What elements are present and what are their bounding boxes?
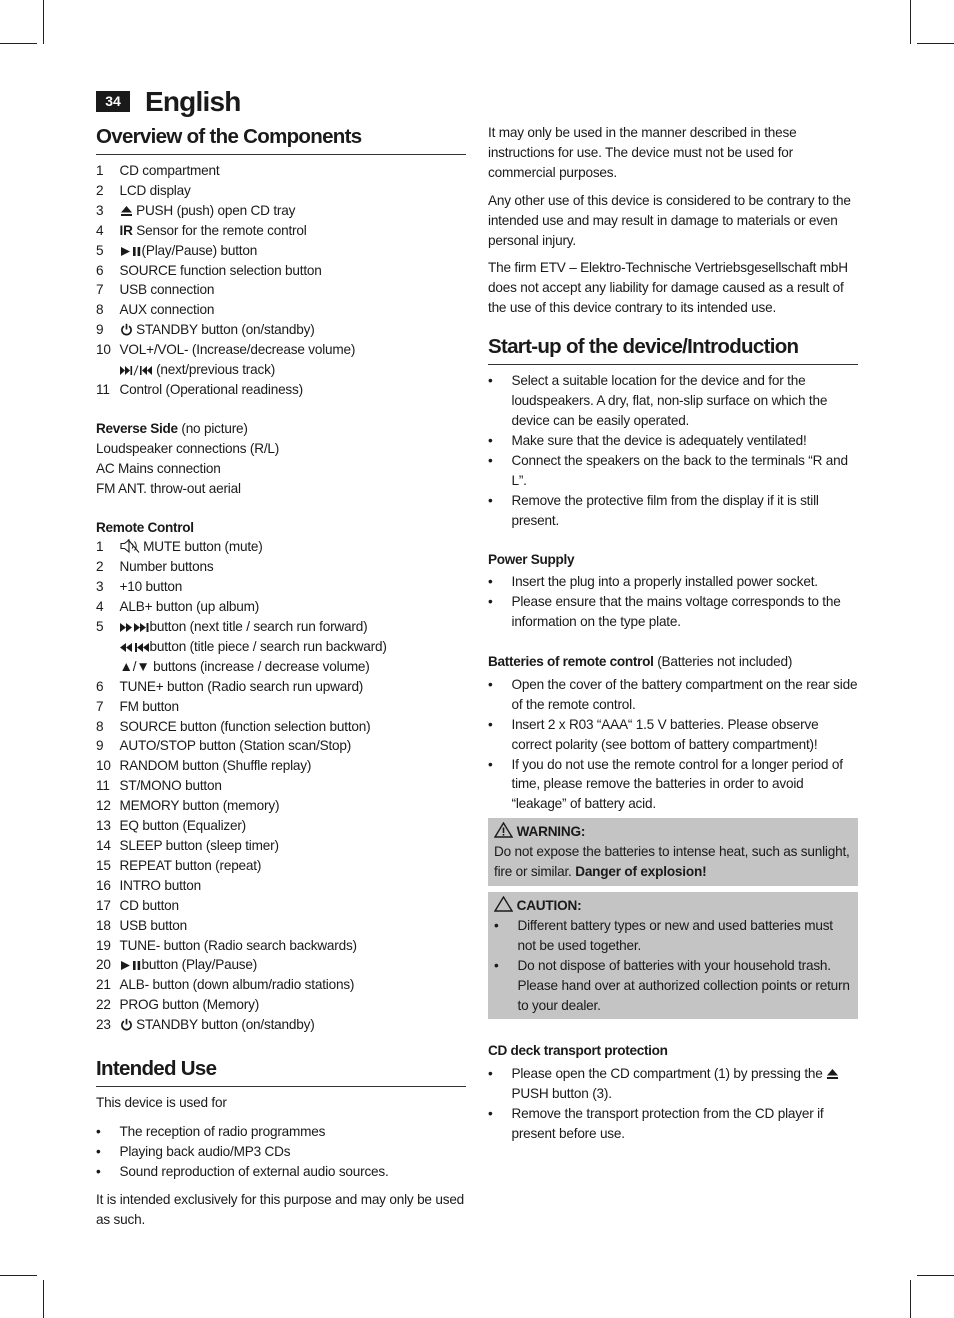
list-item: 2 Number buttons xyxy=(96,559,214,575)
list-item: 12 MEMORY button (memory) xyxy=(96,798,280,814)
list-item: 2 LCD display xyxy=(96,182,191,198)
mute-icon xyxy=(120,539,140,553)
caution-title: CAUTION: xyxy=(494,896,852,916)
volume-up-down-icon: ▲/▼ xyxy=(119,658,150,674)
list-item: • Sound reproduction of external audio sources. xyxy=(96,1163,389,1179)
list-item: • Make sure that the device is adequately ventilated! xyxy=(488,432,807,448)
list-item: 13 EQ button (Equalizer) xyxy=(96,818,247,834)
power-supply-heading: Power Supply xyxy=(488,552,575,568)
list-item: 7 USB connection xyxy=(96,282,215,298)
list-item: 3 PUSH (push) open CD tray xyxy=(96,202,296,218)
crop-mark xyxy=(0,1275,37,1276)
list-item: 23 STANDBY button (on/standby) xyxy=(96,1017,315,1033)
list-item: 6 SOURCE function selection button xyxy=(96,262,322,278)
list-item: 9 AUTO/STOP button (Station scan/Stop) xyxy=(96,738,352,754)
list-item: 5 (Play/Pause) button xyxy=(96,242,258,258)
cd-transport-heading: CD deck transport protection xyxy=(488,1043,668,1059)
list-item: • Different battery types or new and used batteries must not be used together. xyxy=(494,917,833,953)
eject-icon xyxy=(826,1068,839,1080)
next-previous-icon xyxy=(120,365,153,376)
list-item: 1 MUTE button (mute) xyxy=(96,539,263,555)
list-item: • The reception of radio programmes xyxy=(96,1123,326,1139)
list-item: 6 TUNE+ button (Radio search run upward) xyxy=(96,678,364,694)
list-item: • Insert 2 x R03 “AAA“ 1.5 V batteries. Please observe correct polarity (see bottom of battery compartment)! xyxy=(488,716,819,752)
list-item: 10 VOL+/VOL- (Increase/decrease volume) xyxy=(96,342,356,358)
list-item: 8 AUX connection xyxy=(96,302,215,318)
crop-mark xyxy=(910,0,911,44)
caution-box xyxy=(488,892,858,1019)
list-item: • Remove the transport protection from the CD player if present before use. xyxy=(488,1106,824,1142)
play-pause-icon xyxy=(120,960,142,971)
list-item: 4 ALB+ button (up album) xyxy=(96,599,260,615)
list-item: 20 button (Play/Pause) xyxy=(96,957,258,973)
warning-icon xyxy=(494,822,513,838)
list-item: 10 RANDOM button (Shuffle replay) xyxy=(96,758,312,774)
list-item: • If you do not use the remote control for a longer period of time, please remove the batteries in order to avoid “leakage” of battery acid. xyxy=(488,756,843,812)
reverse-item: Loudspeaker connections (R/L) xyxy=(96,440,280,456)
eject-icon xyxy=(120,205,133,217)
caution-icon xyxy=(494,896,513,912)
list-item: • Do not dispose of batteries with your household trash. Please hand over at authorized collection points or return to your dealer. xyxy=(494,957,850,1013)
list-item: 3 +10 button xyxy=(96,579,183,595)
batteries-heading: Batteries of remote control (Batteries not included) xyxy=(488,654,793,670)
right-column xyxy=(488,123,858,1144)
language-heading: English xyxy=(145,86,241,117)
intended-use-heading: Intended Use xyxy=(96,1054,466,1087)
list-item: • Please ensure that the mains voltage corresponds to the information on the type plate. xyxy=(488,594,841,630)
crop-mark xyxy=(43,0,44,44)
paragraph: The firm ETV – Elektro-Technische Vertriebsgesellschaft mbH does not accept any liability for damage caused as a result of the use of this device contrary to its intended use. xyxy=(488,260,848,316)
list-item: • Insert the plug into a properly installed power socket. xyxy=(488,574,818,590)
list-item: • Connect the speakers on the back to the terminals “R and L”. xyxy=(488,452,848,488)
list-item: 16 INTRO button xyxy=(96,877,201,893)
left-column xyxy=(96,122,466,1230)
list-item: 22 PROG button (Memory) xyxy=(96,997,260,1013)
list-item: 17 CD button xyxy=(96,897,179,913)
intended-use-intro: This device is used for xyxy=(96,1095,227,1111)
crop-mark xyxy=(43,1280,44,1318)
intended-use-outro: It is intended exclusively for this purpose and may only be used as such. xyxy=(96,1191,465,1227)
crop-mark xyxy=(917,43,954,44)
crop-mark xyxy=(910,1280,911,1318)
overview-heading: Overview of the Components xyxy=(96,122,466,155)
list-item: ▲/▼ buttons (increase / decrease volume) xyxy=(119,658,370,674)
list-item: 5 button (next title / search run forward) xyxy=(96,619,368,635)
list-item: • Playing back audio/MP3 CDs xyxy=(96,1143,291,1159)
list-item: 19 TUNE- button (Radio search backwards) xyxy=(96,937,357,953)
rewind-previous-icon xyxy=(120,642,150,653)
list-item: 7 FM button xyxy=(96,698,179,714)
list-item: 18 USB button xyxy=(96,917,188,933)
warning-box xyxy=(488,818,858,886)
list-item: 11 ST/MONO button xyxy=(96,778,222,794)
list-item: 8 SOURCE button (function selection button) xyxy=(96,718,371,734)
list-item: button (title piece / search run backward) xyxy=(96,637,466,657)
remote-control-heading: Remote Control xyxy=(96,519,194,535)
paragraph: Any other use of this device is considered to be contrary to the intended use and may result in damage to materials or even personal injury. xyxy=(488,192,851,248)
list-item: 21 ALB- button (down album/radio stations) xyxy=(96,977,355,993)
startup-heading: Start-up of the device/Introduction xyxy=(488,332,858,365)
list-item: (next/previous track) xyxy=(96,360,466,380)
list-item: 14 SLEEP button (sleep timer) xyxy=(96,838,279,853)
reverse-item: FM ANT. throw-out aerial xyxy=(96,480,241,496)
reverse-side-heading: Reverse Side (no picture) xyxy=(96,420,248,436)
list-item: • Select a suitable location for the device and for the loudspeakers. A dry, flat, non-slip surface on which the device can be easily operated. xyxy=(488,373,828,428)
crop-mark xyxy=(0,43,37,44)
warning-text: Do not expose the batteries to intense heat, such as sunlight, fire or similar. Danger of explosion! xyxy=(494,844,850,880)
list-item: 1 CD compartment xyxy=(96,163,220,178)
power-icon xyxy=(120,323,133,336)
power-icon xyxy=(120,1018,133,1031)
list-item: • Remove the protective film from the display if it is still present. xyxy=(488,492,819,528)
reverse-item: AC Mains connection xyxy=(96,460,221,476)
list-item: • Please open the CD compartment (1) by pressing the PUSH button (3). xyxy=(488,1064,858,1104)
list-item: • Open the cover of the battery compartment on the rear side of the remote control. xyxy=(488,676,858,712)
warning-title: WARNING: xyxy=(494,822,852,842)
list-item: 11 Control (Operational readiness) xyxy=(96,381,303,397)
list-item: 15 REPEAT button (repeat) xyxy=(96,857,262,873)
ir-label: IR xyxy=(119,222,133,238)
list-item: 9 STANDBY button (on/standby) xyxy=(96,322,315,338)
crop-mark xyxy=(917,1275,954,1276)
list-item: 4 IR Sensor for the remote control xyxy=(96,222,307,238)
paragraph: It may only be used in the manner described in these instructions for use. The device must not be used for commercial purposes. xyxy=(488,125,797,180)
fast-forward-next-icon xyxy=(120,622,150,633)
page-number: 34 xyxy=(96,91,130,112)
play-pause-icon xyxy=(120,246,142,257)
